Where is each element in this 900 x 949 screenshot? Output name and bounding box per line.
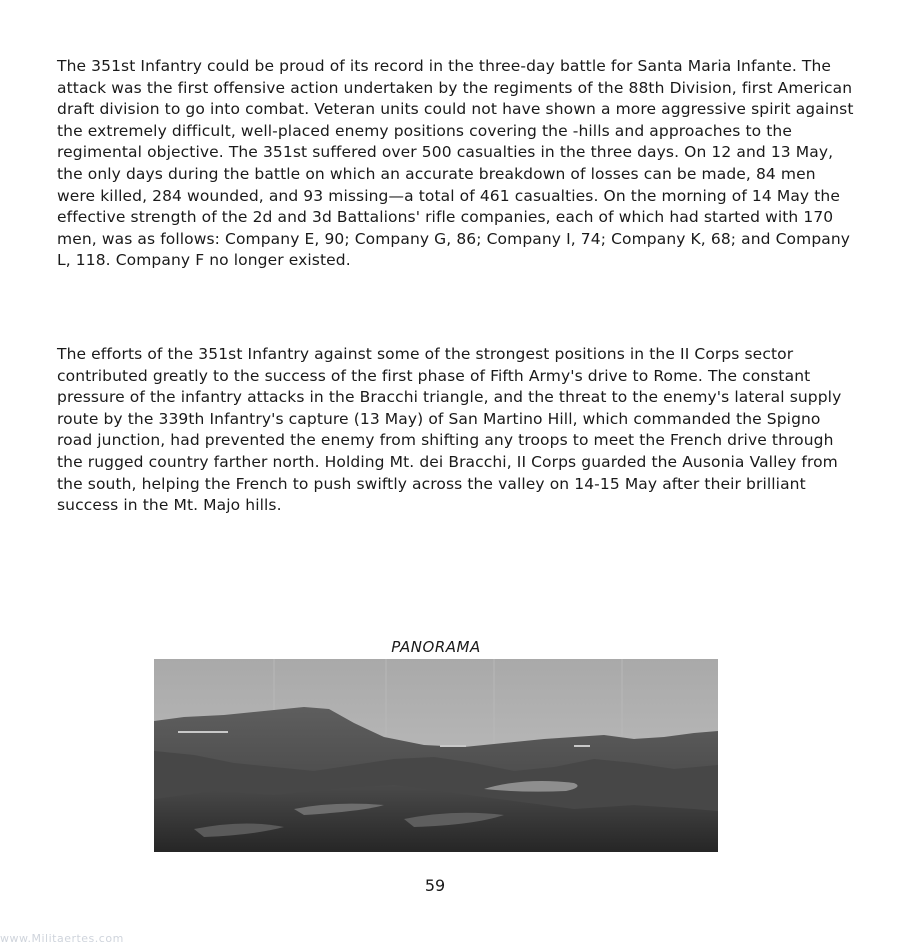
body-paragraph-1: The 351st Infantry could be proud of its record in the three-day battle for Santa Maria Infante. The attack was the first offensive action undertaken by the regiments of the 88th Division, first American draft division to go into combat. Veteran units could not have shown a more aggressive spirit against the extremely difficult, well-placed enemy positions covering the -hills and approaches to the regimental objective. The 351st suffered over 500 casualties in the three days. On 12 and 13 May, the only days during the battle on which an accurate breakdown of losses can be made, 84 men were killed, 284 wounded, and 93 missing—a total of 461 casualties. On the morning of 14 May the effective strength of the 2d and 3d Battalions' rifle companies, each of which had started with 170 men, was as follows: Company E, 90; Company G, 86; Company I, 74; Company K, 68; and Company L, 118. Company F no longer existed. xyxy=(57,57,854,270)
figure-caption: PANORAMA xyxy=(391,638,481,656)
page-number: 59 xyxy=(424,876,446,895)
body-paragraph-2: The efforts of the 351st Infantry against some of the strongest positions in the II Corps sector contributed greatly to the success of the first phase of Fifth Army's drive to Rome. The constant pressure of the infantry attacks in the Bracchi triangle, and the threat to the enemy's lateral supply route by the 339th Infantry's capture (13 May) of San Martino Hill, which commanded the Spigno road junction, had prevented the enemy from shifting any troops to meet the French drive through the rugged country farther north. Holding Mt. dei Bracchi, II Corps guarded the Ausonia Valley from the south, helping the French to push swiftly across the valley on 14-15 May after their brilliant success in the Mt. Majo hills. xyxy=(57,345,842,515)
panorama-photo xyxy=(154,659,718,852)
watermark: www.Militaertes.com xyxy=(0,932,124,945)
